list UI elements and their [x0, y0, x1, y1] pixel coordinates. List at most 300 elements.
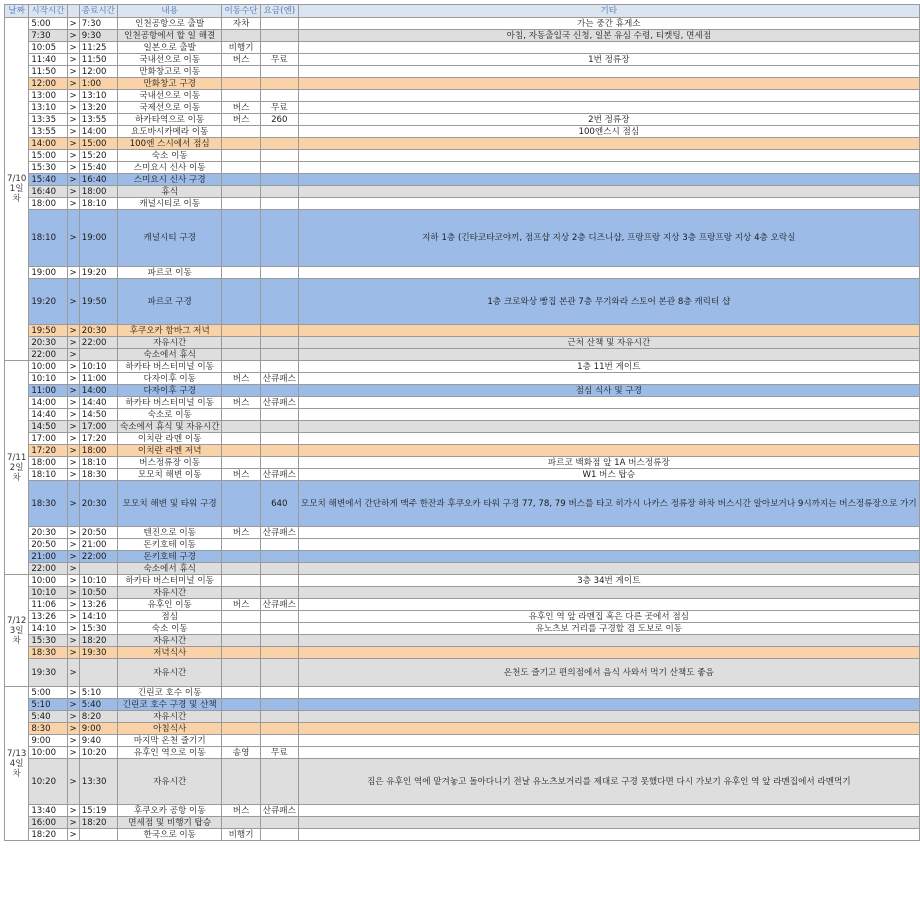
day-label: 7/12 3일차: [5, 575, 29, 687]
cell-note: [298, 397, 919, 409]
header-content: 내용: [117, 5, 222, 18]
cell-content: 버스정류장 이동: [117, 457, 222, 469]
cell-start-time: 15:30: [29, 162, 67, 174]
cell-note: W1 버스 탑승: [298, 469, 919, 481]
table-row: [5, 587, 920, 599]
cell-arrow: >: [67, 711, 79, 723]
cell-end-time: 18:10: [79, 457, 117, 469]
cell-note: [298, 635, 919, 647]
cell-fee: [260, 817, 298, 829]
cell-fee: [260, 735, 298, 747]
cell-end-time: 21:00: [79, 539, 117, 551]
cell-content: 하카타 버스터미널 이동: [117, 397, 222, 409]
cell-transport: [222, 711, 260, 723]
table-row: [5, 279, 920, 325]
cell-note: [298, 349, 919, 361]
cell-fee: [260, 723, 298, 735]
table-row: [5, 361, 920, 373]
cell-content: 국내선으로 이동: [117, 54, 222, 66]
cell-end-time: 11:00: [79, 373, 117, 385]
cell-end-time: 20:30: [79, 325, 117, 337]
cell-start-time: 7:30: [29, 30, 67, 42]
header-transport: 이동수단: [222, 5, 260, 18]
cell-note: [298, 325, 919, 337]
table-row: [5, 18, 920, 30]
cell-start-time: 13:26: [29, 611, 67, 623]
cell-start-time: 13:00: [29, 90, 67, 102]
cell-start-time: 18:30: [29, 481, 67, 527]
cell-transport: [222, 138, 260, 150]
cell-content: 자유시간: [117, 635, 222, 647]
table-row: [5, 102, 920, 114]
cell-content: 모모치 해변 및 타워 구경: [117, 481, 222, 527]
cell-transport: [222, 174, 260, 186]
cell-arrow: >: [67, 481, 79, 527]
cell-note: [298, 42, 919, 54]
table-row: [5, 481, 920, 527]
cell-start-time: 20:50: [29, 539, 67, 551]
cell-fee: 무료: [260, 102, 298, 114]
cell-transport: 버스: [222, 114, 260, 126]
cell-transport: [222, 361, 260, 373]
cell-transport: 송영: [222, 747, 260, 759]
cell-note: [298, 150, 919, 162]
cell-transport: [222, 587, 260, 599]
cell-arrow: >: [67, 138, 79, 150]
cell-fee: [260, 623, 298, 635]
cell-content: 숙소 이동: [117, 623, 222, 635]
cell-fee: [260, 150, 298, 162]
cell-note: 점심 식사 및 구경: [298, 385, 919, 397]
header-fee: 요금(엔): [260, 5, 298, 18]
cell-arrow: >: [67, 587, 79, 599]
cell-note: [298, 90, 919, 102]
cell-content: 하카타 버스터미널 이동: [117, 575, 222, 587]
cell-note: 2번 정류장: [298, 114, 919, 126]
cell-note: 유후인 역 앞 라멘집 혹은 다른 곳에서 점심: [298, 611, 919, 623]
cell-arrow: >: [67, 527, 79, 539]
table-row: [5, 150, 920, 162]
table-row: [5, 421, 920, 433]
cell-transport: [222, 30, 260, 42]
cell-transport: [222, 539, 260, 551]
cell-fee: 260: [260, 114, 298, 126]
cell-start-time: 19:30: [29, 659, 67, 687]
cell-arrow: >: [67, 126, 79, 138]
cell-note: [298, 445, 919, 457]
table-row: [5, 397, 920, 409]
table-row: [5, 611, 920, 623]
cell-arrow: >: [67, 397, 79, 409]
cell-fee: [260, 279, 298, 325]
cell-arrow: >: [67, 723, 79, 735]
table-row: [5, 30, 920, 42]
itinerary-table: [4, 4, 920, 841]
cell-note: 1층 11번 게이트: [298, 361, 919, 373]
cell-fee: [260, 659, 298, 687]
cell-start-time: 5:40: [29, 711, 67, 723]
cell-end-time: 10:10: [79, 575, 117, 587]
cell-transport: [222, 445, 260, 457]
cell-transport: [222, 659, 260, 687]
cell-fee: [260, 361, 298, 373]
cell-start-time: 14:10: [29, 623, 67, 635]
cell-start-time: 14:40: [29, 409, 67, 421]
table-row: [5, 433, 920, 445]
cell-fee: 산큐패스: [260, 527, 298, 539]
cell-arrow: >: [67, 635, 79, 647]
cell-start-time: 18:00: [29, 457, 67, 469]
cell-note: [298, 162, 919, 174]
cell-transport: [222, 551, 260, 563]
cell-end-time: 8:20: [79, 711, 117, 723]
cell-transport: [222, 210, 260, 267]
cell-transport: 버스: [222, 469, 260, 481]
cell-end-time: 22:00: [79, 337, 117, 349]
cell-transport: [222, 325, 260, 337]
cell-start-time: 14:00: [29, 138, 67, 150]
cell-start-time: 11:00: [29, 385, 67, 397]
cell-content: 인천공항으로 출발: [117, 18, 222, 30]
cell-content: 캐널시티로 이동: [117, 198, 222, 210]
table-row: [5, 90, 920, 102]
cell-fee: [260, 433, 298, 445]
cell-note: [298, 409, 919, 421]
cell-transport: [222, 611, 260, 623]
cell-transport: [222, 635, 260, 647]
cell-arrow: >: [67, 469, 79, 481]
cell-arrow: >: [67, 279, 79, 325]
cell-end-time: [79, 349, 117, 361]
cell-arrow: >: [67, 563, 79, 575]
cell-arrow: >: [67, 174, 79, 186]
cell-start-time: 19:20: [29, 279, 67, 325]
cell-content: 자유시간: [117, 711, 222, 723]
cell-start-time: 19:50: [29, 325, 67, 337]
cell-arrow: >: [67, 66, 79, 78]
table-row: [5, 735, 920, 747]
cell-transport: [222, 186, 260, 198]
cell-transport: [222, 126, 260, 138]
cell-content: 모모치 해변 이동: [117, 469, 222, 481]
cell-arrow: >: [67, 337, 79, 349]
cell-fee: [260, 138, 298, 150]
cell-start-time: 13:40: [29, 805, 67, 817]
cell-content: 만화창고 구경: [117, 78, 222, 90]
cell-end-time: 14:40: [79, 397, 117, 409]
cell-fee: 무료: [260, 747, 298, 759]
cell-end-time: 16:40: [79, 174, 117, 186]
cell-start-time: 11:40: [29, 54, 67, 66]
cell-arrow: >: [67, 805, 79, 817]
header-end: 종료시간: [79, 5, 117, 18]
cell-note: 온천도 즐기고 편의점에서 음식 사와서 먹기 산책도 좋음: [298, 659, 919, 687]
cell-end-time: 5:40: [79, 699, 117, 711]
cell-content: 후쿠오카 함바그 저녁: [117, 325, 222, 337]
cell-note: [298, 174, 919, 186]
table-row: [5, 817, 920, 829]
cell-start-time: 9:00: [29, 735, 67, 747]
cell-note: 유노츠보 거리를 구경할 겸 도보로 이동: [298, 623, 919, 635]
cell-content: 자유시간: [117, 337, 222, 349]
table-row: [5, 186, 920, 198]
cell-fee: 산큐패스: [260, 373, 298, 385]
cell-end-time: 20:50: [79, 527, 117, 539]
cell-start-time: 10:10: [29, 373, 67, 385]
cell-transport: [222, 575, 260, 587]
cell-start-time: 5:00: [29, 687, 67, 699]
cell-content: 숙소에서 휴식 및 자유시간: [117, 421, 222, 433]
cell-note: 아침, 자동출입국 신청, 일본 유심 수령, 티켓팅, 면세점: [298, 30, 919, 42]
cell-note: [298, 138, 919, 150]
cell-transport: [222, 421, 260, 433]
cell-start-time: 12:00: [29, 78, 67, 90]
cell-end-time: 9:00: [79, 723, 117, 735]
cell-start-time: 16:00: [29, 817, 67, 829]
cell-fee: [260, 829, 298, 841]
cell-note: [298, 817, 919, 829]
cell-end-time: 18:20: [79, 817, 117, 829]
cell-fee: [260, 210, 298, 267]
table-row: [5, 325, 920, 337]
cell-fee: [260, 66, 298, 78]
cell-fee: 640: [260, 481, 298, 527]
cell-note: [298, 186, 919, 198]
cell-arrow: >: [67, 325, 79, 337]
cell-content: 이치란 라멘 이동: [117, 433, 222, 445]
table-row: [5, 42, 920, 54]
cell-transport: [222, 78, 260, 90]
table-row: [5, 747, 920, 759]
table-row: [5, 138, 920, 150]
cell-transport: [222, 735, 260, 747]
cell-end-time: 19:50: [79, 279, 117, 325]
cell-note: [298, 711, 919, 723]
cell-transport: 버스: [222, 599, 260, 611]
table-row: [5, 687, 920, 699]
cell-start-time: 5:00: [29, 18, 67, 30]
cell-transport: [222, 687, 260, 699]
cell-end-time: 18:00: [79, 445, 117, 457]
cell-end-time: 15:00: [79, 138, 117, 150]
table-row: [5, 349, 920, 361]
cell-content: 텐진으로 이동: [117, 527, 222, 539]
cell-end-time: 15:19: [79, 805, 117, 817]
cell-start-time: 18:20: [29, 829, 67, 841]
cell-fee: [260, 647, 298, 659]
cell-start-time: 8:30: [29, 723, 67, 735]
cell-arrow: >: [67, 409, 79, 421]
table-row: [5, 829, 920, 841]
table-row: [5, 409, 920, 421]
cell-arrow: >: [67, 210, 79, 267]
cell-end-time: 13:10: [79, 90, 117, 102]
table-row: [5, 114, 920, 126]
cell-fee: [260, 759, 298, 805]
cell-note: 근처 산책 및 자유시간: [298, 337, 919, 349]
cell-content: 자유시간: [117, 659, 222, 687]
cell-note: 1번 정류장: [298, 54, 919, 66]
cell-transport: [222, 433, 260, 445]
table-row: [5, 711, 920, 723]
cell-note: [298, 539, 919, 551]
cell-arrow: >: [67, 699, 79, 711]
header-start: 시작시간: [29, 5, 67, 18]
table-row: [5, 539, 920, 551]
cell-fee: [260, 587, 298, 599]
header-arrow: [67, 5, 79, 18]
cell-note: 가는 중간 휴게소: [298, 18, 919, 30]
cell-arrow: >: [67, 611, 79, 623]
cell-transport: 버스: [222, 373, 260, 385]
cell-arrow: >: [67, 735, 79, 747]
cell-content: 하카타 버스터미널 이동: [117, 361, 222, 373]
cell-fee: 산큐패스: [260, 397, 298, 409]
cell-fee: [260, 325, 298, 337]
cell-content: 다자이후 구경: [117, 385, 222, 397]
cell-fee: [260, 445, 298, 457]
cell-content: 숙소에서 휴식: [117, 563, 222, 575]
cell-content: 돈키호테 구경: [117, 551, 222, 563]
cell-transport: 비행기: [222, 829, 260, 841]
cell-note: 파르코 백화점 앞 1A 버스정류장: [298, 457, 919, 469]
cell-arrow: >: [67, 687, 79, 699]
cell-start-time: 16:40: [29, 186, 67, 198]
cell-arrow: >: [67, 647, 79, 659]
cell-end-time: 9:30: [79, 30, 117, 42]
cell-arrow: >: [67, 18, 79, 30]
cell-start-time: 15:40: [29, 174, 67, 186]
cell-content: 국내선으로 이동: [117, 90, 222, 102]
cell-fee: [260, 162, 298, 174]
cell-content: 파르코 이동: [117, 267, 222, 279]
cell-note: [298, 747, 919, 759]
cell-content: 100엔 스시에서 점심: [117, 138, 222, 150]
cell-fee: [260, 349, 298, 361]
table-row: [5, 723, 920, 735]
cell-end-time: 18:10: [79, 198, 117, 210]
cell-start-time: 14:50: [29, 421, 67, 433]
cell-end-time: 15:30: [79, 623, 117, 635]
cell-arrow: >: [67, 829, 79, 841]
cell-content: 유후인 역으로 이동: [117, 747, 222, 759]
cell-start-time: 5:10: [29, 699, 67, 711]
cell-transport: [222, 349, 260, 361]
cell-arrow: >: [67, 445, 79, 457]
cell-content: 일본으로 출발: [117, 42, 222, 54]
table-row: [5, 527, 920, 539]
cell-start-time: 22:00: [29, 349, 67, 361]
cell-content: 긴린코 호수 구경 및 산책: [117, 699, 222, 711]
cell-arrow: >: [67, 539, 79, 551]
cell-end-time: 10:10: [79, 361, 117, 373]
header-note: 기타: [298, 5, 919, 18]
cell-fee: [260, 575, 298, 587]
cell-transport: [222, 481, 260, 527]
cell-fee: [260, 539, 298, 551]
cell-note: [298, 527, 919, 539]
cell-note: [298, 102, 919, 114]
cell-arrow: >: [67, 623, 79, 635]
cell-start-time: 11:06: [29, 599, 67, 611]
cell-end-time: [79, 563, 117, 575]
cell-note: [298, 421, 919, 433]
cell-content: 아침식사: [117, 723, 222, 735]
cell-note: [298, 647, 919, 659]
cell-end-time: 11:25: [79, 42, 117, 54]
cell-end-time: 18:20: [79, 635, 117, 647]
cell-transport: [222, 563, 260, 575]
cell-arrow: >: [67, 186, 79, 198]
cell-transport: [222, 162, 260, 174]
cell-transport: [222, 647, 260, 659]
cell-content: 면세점 및 비행기 탑승: [117, 817, 222, 829]
cell-end-time: 22:00: [79, 551, 117, 563]
cell-transport: [222, 623, 260, 635]
cell-transport: 버스: [222, 397, 260, 409]
cell-arrow: >: [67, 659, 79, 687]
cell-content: 자유시간: [117, 587, 222, 599]
table-row: [5, 623, 920, 635]
cell-note: [298, 829, 919, 841]
cell-end-time: 7:30: [79, 18, 117, 30]
cell-fee: [260, 409, 298, 421]
cell-fee: [260, 421, 298, 433]
cell-start-time: 15:30: [29, 635, 67, 647]
cell-end-time: 13:26: [79, 599, 117, 611]
table-row: [5, 66, 920, 78]
cell-fee: [260, 90, 298, 102]
cell-transport: [222, 457, 260, 469]
cell-end-time: 14:00: [79, 126, 117, 138]
cell-arrow: >: [67, 90, 79, 102]
cell-note: [298, 66, 919, 78]
cell-note: [298, 267, 919, 279]
cell-transport: [222, 90, 260, 102]
cell-transport: [222, 66, 260, 78]
cell-content: 인천공항에서 할 일 해결: [117, 30, 222, 42]
cell-end-time: 13:30: [79, 759, 117, 805]
cell-end-time: 14:10: [79, 611, 117, 623]
cell-note: [298, 78, 919, 90]
cell-end-time: [79, 829, 117, 841]
cell-start-time: 10:00: [29, 747, 67, 759]
cell-start-time: 13:55: [29, 126, 67, 138]
day-label: 7/11 2일차: [5, 361, 29, 575]
cell-transport: 비행기: [222, 42, 260, 54]
table-row: [5, 54, 920, 66]
cell-arrow: >: [67, 78, 79, 90]
cell-fee: [260, 30, 298, 42]
table-row: [5, 445, 920, 457]
cell-start-time: 20:30: [29, 337, 67, 349]
cell-transport: [222, 723, 260, 735]
cell-content: 돈키호테 이동: [117, 539, 222, 551]
table-row: [5, 647, 920, 659]
cell-start-time: 18:00: [29, 198, 67, 210]
cell-arrow: >: [67, 817, 79, 829]
cell-content: 스미요시 신사 이동: [117, 162, 222, 174]
cell-note: [298, 805, 919, 817]
cell-arrow: >: [67, 198, 79, 210]
table-row: [5, 659, 920, 687]
cell-fee: [260, 174, 298, 186]
cell-end-time: 15:20: [79, 150, 117, 162]
table-row: [5, 174, 920, 186]
cell-end-time: 10:50: [79, 587, 117, 599]
cell-content: 긴린코 호수 이동: [117, 687, 222, 699]
cell-end-time: 18:00: [79, 186, 117, 198]
